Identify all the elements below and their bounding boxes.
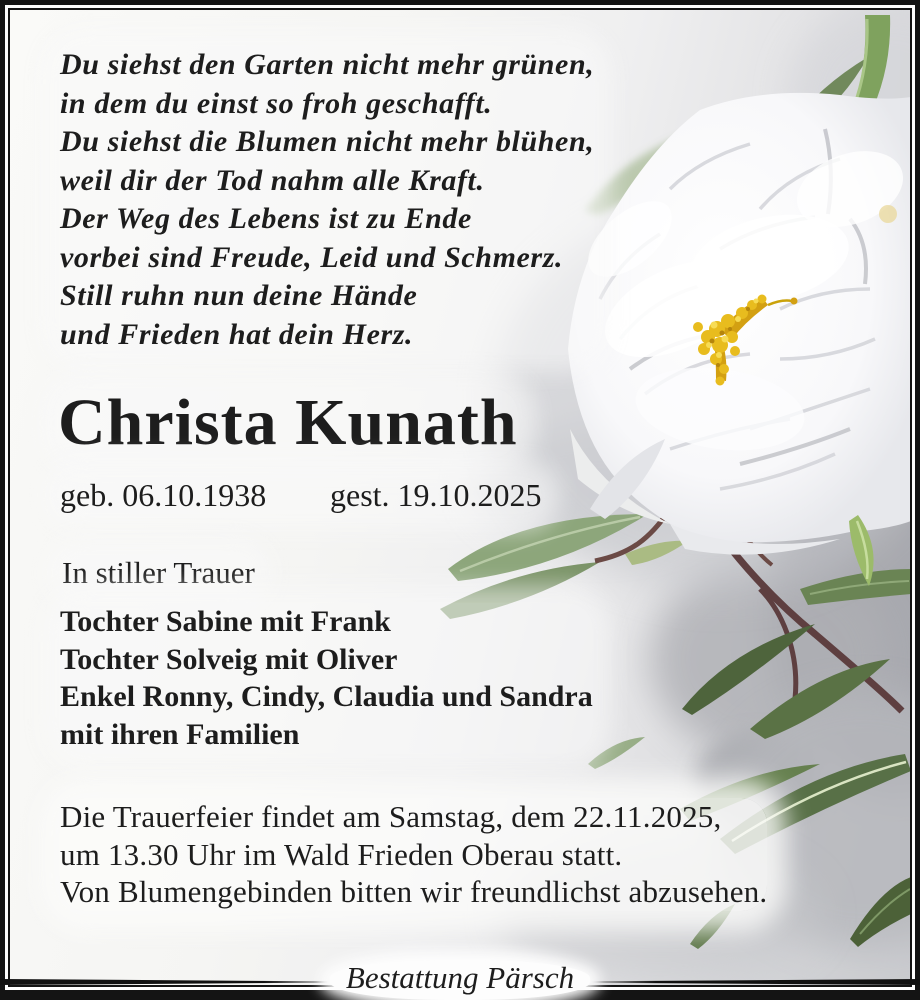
- mourner-line: Tochter Solveig mit Oliver: [60, 642, 398, 676]
- poem-line: vorbei sind Freude, Leid und Schmerz.: [60, 240, 564, 274]
- signature-rule-left: [0, 979, 330, 985]
- mourning-intro: In stiller Trauer: [62, 555, 255, 590]
- poem-line: Still ruhn nun deine Hände: [60, 279, 418, 312]
- mourners-list: [60, 603, 593, 753]
- mourner-line: mit ihren Familien: [60, 717, 300, 751]
- funeral-home-signature: [0, 950, 920, 1000]
- memorial-poem: [60, 46, 594, 354]
- poem-line: weil dir der Tod nahm alle Kraft.: [60, 163, 485, 197]
- funeral-home-name: Bestattung Pärsch: [330, 960, 590, 1000]
- life-dates: [60, 477, 542, 513]
- birth-date: geb. 06.10.1938: [60, 477, 267, 513]
- deceased-name: Christa Kunath: [58, 386, 518, 459]
- poem-line: in dem du einst so froh geschafft.: [60, 86, 493, 120]
- death-date: gest. 19.10.2025: [330, 477, 542, 513]
- funeral-line: um 13.30 Uhr im Wald Frieden Oberau statt.: [60, 836, 623, 872]
- funeral-line: Von Blumengebinden bitten wir freundlichst abzusehen.: [60, 874, 768, 909]
- poem-line: Du siehst die Blumen nicht mehr blühen,: [60, 125, 595, 158]
- poem-line: und Frieden hat dein Herz.: [60, 317, 414, 351]
- mourner-line: Tochter Sabine mit Frank: [60, 605, 391, 638]
- poem-line: Du siehst den Garten nicht mehr grünen,: [60, 48, 595, 81]
- mourner-line: Enkel Ronny, Cindy, Claudia und Sandra: [60, 680, 593, 713]
- poem-line: Der Weg des Lebens ist zu Ende: [60, 202, 472, 235]
- funeral-details: [60, 798, 767, 911]
- funeral-line: Die Trauerfeier findet am Samstag, dem 22.11.2025,: [60, 799, 722, 834]
- signature-rule-right: [590, 979, 920, 985]
